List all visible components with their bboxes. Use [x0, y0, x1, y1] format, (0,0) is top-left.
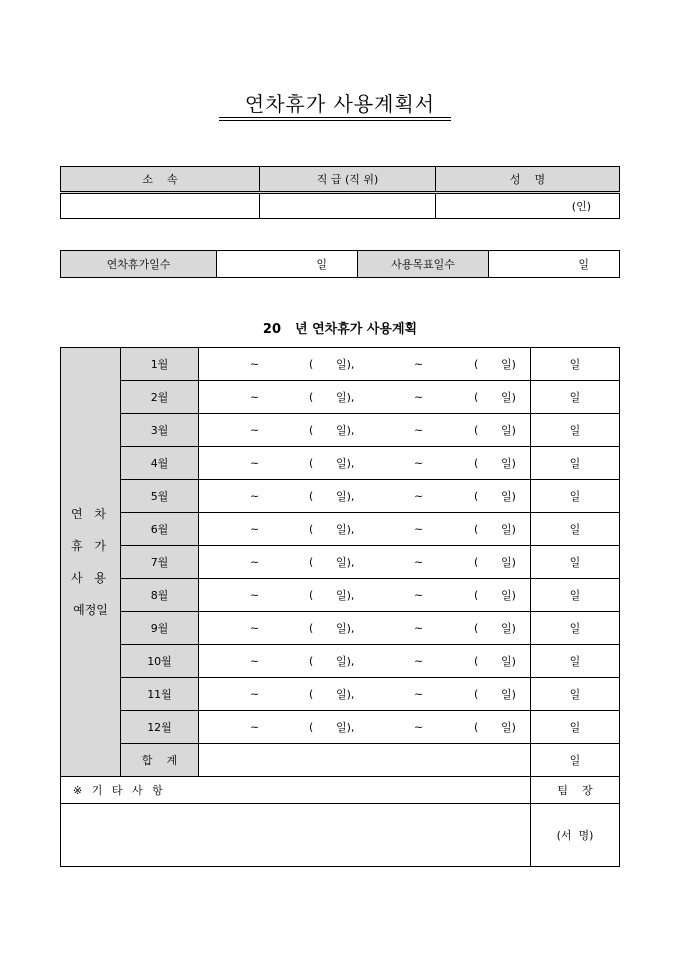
open-paren: (: [474, 489, 479, 503]
tilde: ~: [250, 555, 260, 569]
open-paren: (: [309, 621, 314, 635]
side-label-line: 연 차: [71, 507, 110, 521]
plan-row: [61, 414, 620, 447]
tilde: ~: [250, 522, 260, 536]
day-close: 일),: [336, 589, 355, 602]
day-unit: 일: [569, 358, 581, 371]
day-close: 일),: [336, 556, 355, 569]
target-days-field[interactable]: [489, 251, 620, 278]
month-label: 1월: [121, 348, 199, 381]
leave-plan-table: [60, 347, 620, 867]
note-body-row: [61, 804, 620, 867]
day-close: 일),: [336, 622, 355, 635]
month-days-field[interactable]: [531, 579, 620, 612]
open-paren: (: [474, 456, 479, 470]
date-range-field[interactable]: [199, 711, 531, 744]
tilde: ~: [250, 654, 260, 668]
total-row: [61, 744, 620, 777]
note-label: ※ 기 타 사 항: [61, 777, 531, 804]
annual-leave-days-field[interactable]: [217, 251, 358, 278]
open-paren: (: [474, 720, 479, 734]
day-unit: 일: [569, 655, 581, 668]
day-close: 일),: [336, 490, 355, 503]
annual-leave-days-label: 연차휴가일수: [61, 251, 217, 278]
plan-row: [61, 546, 620, 579]
tilde: ~: [414, 687, 424, 701]
month-label: 8월: [121, 579, 199, 612]
date-range-field[interactable]: [199, 381, 531, 414]
month-label: 12월: [121, 711, 199, 744]
open-paren: (: [474, 555, 479, 569]
side-label-line: 예정일: [73, 603, 108, 617]
day-close: 일): [501, 358, 516, 371]
open-paren: (: [309, 654, 314, 668]
tilde: ~: [414, 621, 424, 635]
tilde: ~: [250, 357, 260, 371]
seal-mark: (인): [571, 200, 591, 213]
side-label-line: 휴 가: [71, 539, 110, 553]
day-close: 일),: [336, 721, 355, 734]
date-range-field[interactable]: [199, 612, 531, 645]
month-label: 6월: [121, 513, 199, 546]
month-days-field[interactable]: [531, 381, 620, 414]
tilde: ~: [414, 489, 424, 503]
plan-row: [61, 645, 620, 678]
tilde: ~: [414, 555, 424, 569]
day-close: 일),: [336, 457, 355, 470]
date-range-field[interactable]: [199, 546, 531, 579]
day-close: 일): [501, 688, 516, 701]
day-unit: 일: [569, 490, 581, 503]
position-field[interactable]: [260, 193, 436, 219]
date-range-field[interactable]: [199, 447, 531, 480]
day-unit: 일: [569, 589, 581, 602]
day-close: 일): [501, 391, 516, 404]
leave-days-table: [60, 250, 620, 278]
day-close: 일): [501, 721, 516, 734]
day-unit: 일: [569, 391, 581, 404]
open-paren: (: [309, 588, 314, 602]
day-close: 일): [501, 622, 516, 635]
tilde: ~: [250, 720, 260, 734]
open-paren: (: [309, 489, 314, 503]
tilde: ~: [414, 588, 424, 602]
tilde: ~: [414, 720, 424, 734]
tilde: ~: [250, 390, 260, 404]
side-label: [61, 348, 121, 777]
tilde: ~: [250, 456, 260, 470]
day-unit: 일: [569, 688, 581, 701]
month-label: 10월: [121, 645, 199, 678]
tilde: ~: [414, 357, 424, 371]
open-paren: (: [309, 522, 314, 536]
open-paren: (: [309, 423, 314, 437]
month-label: 5월: [121, 480, 199, 513]
tilde: ~: [250, 588, 260, 602]
plan-row: [61, 612, 620, 645]
date-range-field[interactable]: [199, 678, 531, 711]
day-close: 일): [501, 556, 516, 569]
month-label: 11월: [121, 678, 199, 711]
tilde: ~: [250, 423, 260, 437]
month-days-field[interactable]: [531, 678, 620, 711]
day-close: 일),: [336, 358, 355, 371]
document-title: 연차휴가 사용계획서: [244, 92, 436, 116]
plan-subtitle: [0, 318, 680, 337]
date-range-field[interactable]: [199, 579, 531, 612]
date-range-field[interactable]: [199, 645, 531, 678]
target-days-label: 사용목표일수: [358, 251, 489, 278]
day-close: 일),: [336, 523, 355, 536]
day-unit: 일: [569, 622, 581, 635]
day-unit: 일: [569, 424, 581, 437]
team-leader-label: 팀 장: [531, 777, 620, 804]
plan-row: [61, 348, 620, 381]
open-paren: (: [474, 588, 479, 602]
date-range-field[interactable]: [199, 414, 531, 447]
plan-row: [61, 381, 620, 414]
day-unit: 일: [569, 523, 581, 536]
note-header-row: [61, 777, 620, 804]
plan-row: [61, 447, 620, 480]
day-unit: 일: [578, 258, 589, 271]
day-unit: 일: [569, 556, 581, 569]
signature-field[interactable]: [531, 804, 620, 867]
open-paren: (: [474, 390, 479, 404]
day-close: 일): [501, 490, 516, 503]
open-paren: (: [309, 687, 314, 701]
total-label: 합 계: [121, 744, 199, 777]
month-days-field[interactable]: [531, 612, 620, 645]
title-underline-second: [219, 120, 451, 121]
day-unit: 일: [569, 457, 581, 470]
header-position: 직 급 (직 위): [260, 167, 436, 193]
tilde: ~: [414, 654, 424, 668]
open-paren: (: [309, 390, 314, 404]
date-range-field[interactable]: [199, 513, 531, 546]
tilde: ~: [414, 456, 424, 470]
plan-row: [61, 480, 620, 513]
department-field[interactable]: [61, 193, 260, 219]
tilde: ~: [414, 522, 424, 536]
plan-row: [61, 579, 620, 612]
date-range-field[interactable]: [199, 480, 531, 513]
open-paren: (: [474, 423, 479, 437]
day-close: 일): [501, 424, 516, 437]
open-paren: (: [474, 522, 479, 536]
day-close: 일),: [336, 424, 355, 437]
total-days-field[interactable]: [531, 744, 620, 777]
month-days-field[interactable]: [531, 546, 620, 579]
month-days-field[interactable]: [531, 348, 620, 381]
month-label: 4월: [121, 447, 199, 480]
month-days-field[interactable]: [531, 645, 620, 678]
day-close: 일): [501, 589, 516, 602]
note-field[interactable]: [61, 804, 531, 867]
month-days-field[interactable]: [531, 711, 620, 744]
plan-year-prefix: 20: [262, 322, 281, 337]
day-close: 일): [501, 523, 516, 536]
name-field[interactable]: [436, 193, 620, 219]
day-close: 일): [501, 457, 516, 470]
month-label: 9월: [121, 612, 199, 645]
plan-row: [61, 678, 620, 711]
open-paren: (: [474, 621, 479, 635]
total-range-field[interactable]: [199, 744, 531, 777]
month-days-field[interactable]: [531, 513, 620, 546]
tilde: ~: [414, 390, 424, 404]
month-label: 2월: [121, 381, 199, 414]
plan-row: [61, 513, 620, 546]
month-days-field[interactable]: [531, 447, 620, 480]
side-label-line: 사 용: [71, 571, 110, 585]
month-label: 7월: [121, 546, 199, 579]
open-paren: (: [474, 654, 479, 668]
open-paren: (: [309, 357, 314, 371]
tilde: ~: [250, 687, 260, 701]
day-close: 일),: [336, 391, 355, 404]
header-name: 성 명: [436, 167, 620, 193]
day-unit: 일: [316, 258, 327, 271]
employee-info-table: [60, 166, 620, 219]
month-days-field[interactable]: [531, 480, 620, 513]
day-unit: 일: [569, 754, 581, 767]
plan-row: [61, 711, 620, 744]
day-close: 일),: [336, 688, 355, 701]
open-paren: (: [309, 555, 314, 569]
tilde: ~: [414, 423, 424, 437]
open-paren: (: [309, 720, 314, 734]
open-paren: (: [474, 357, 479, 371]
open-paren: (: [474, 687, 479, 701]
signature-label: (서 명): [556, 829, 594, 842]
month-days-field[interactable]: [531, 414, 620, 447]
date-range-field[interactable]: [199, 348, 531, 381]
tilde: ~: [250, 489, 260, 503]
header-department: 소 속: [61, 167, 260, 193]
day-close: 일): [501, 655, 516, 668]
tilde: ~: [250, 621, 260, 635]
title-underline: [219, 117, 451, 118]
day-close: 일),: [336, 655, 355, 668]
plan-title: 년 연차휴가 사용계획: [295, 322, 418, 337]
open-paren: (: [309, 456, 314, 470]
day-unit: 일: [569, 721, 581, 734]
month-label: 3월: [121, 414, 199, 447]
